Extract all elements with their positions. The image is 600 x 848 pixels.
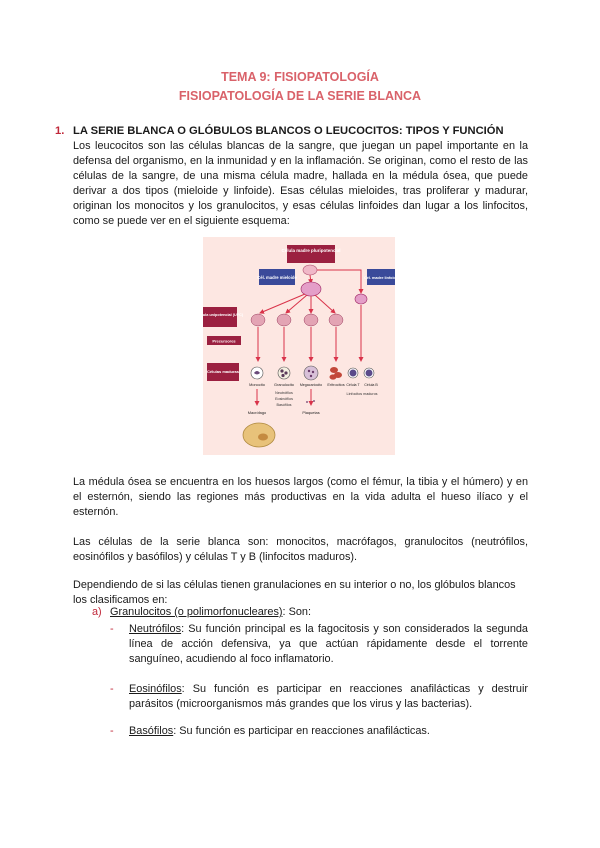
subsection-letter: a)	[92, 606, 102, 618]
cells-paragraph: Las células de la serie blanca son: monocitos, macrófagos, granulocitos (neutrófilos, eosinófilos y basófilos) y células T y B (linfocitos maduros).	[73, 536, 528, 563]
stem-cell-label: Célula madre pluripotencial	[281, 248, 341, 253]
classify-paragraph: Dependiendo de si las células tienen granulaciones en su interior o no, los glóbulos blancos los clasificamos en:	[73, 579, 516, 606]
granulocyte-cell	[278, 367, 290, 379]
granulocyte-label: Granulocito	[274, 382, 294, 387]
macrophage-label: Macrófago	[247, 410, 267, 415]
subtype-label: Neutrófilos	[275, 391, 293, 395]
lymphocytes-label: Linfocitos maduros	[346, 392, 378, 396]
precursors-label: Precursores	[212, 338, 236, 344]
list-dash: -	[110, 725, 114, 737]
list-dash: -	[110, 623, 114, 635]
cfu-label: Célula unipotencial (UFC)	[196, 313, 244, 317]
subtype-label: Basófilos	[276, 403, 292, 407]
lymphoid-label: Cél. madre linfoide	[364, 276, 398, 280]
t-cell-nucleus	[350, 370, 357, 377]
macrophage-nucleus	[258, 434, 268, 441]
marrow-paragraph: La médula ósea se encuentra en los huesos largos (como el fémur, la tibia y el húmero) y en el esternón, siendo las regiones más productivas en la vida adulta el hueso ilíaco y el esternón.	[73, 476, 528, 518]
erythrocyte	[330, 367, 338, 373]
platelet	[313, 400, 315, 402]
monocyte-label: Monocito	[249, 382, 265, 387]
subsection-suffix: : Son:	[282, 606, 311, 618]
progenitor-cell	[251, 314, 265, 326]
progenitor-cell	[277, 314, 291, 326]
subsection-label: Granulocitos (o polimorfonucleares)	[110, 606, 283, 618]
b-cell-label: Célula B	[364, 383, 378, 387]
intro-paragraph: Los leucocitos son las células blancas de la sangre, que juegan un papel importante en la defensa del organismo, en la inmunidad y en la inflamación. Se originan, como el resto de las células de la sangre, de una misma célula madre, hallada en la médula ósea, que puede derivar a dos tipos (mieloide y linfoide). Esas células mieloides, tras proliferar y madurar, originan los monocitos y los granulocitos, y esas células linfoides dan lugar a los linfocitos, como se puede ver en el siguiente esquema:	[73, 140, 528, 227]
mature-label: Células maduras	[206, 369, 240, 374]
item-term: Eosinófilos	[129, 683, 182, 695]
t-cell-label: Célula T	[346, 383, 360, 387]
granulocyte-lobe	[280, 369, 283, 372]
platelets-label: Plaquetas	[302, 410, 320, 415]
item-description: : Su función es participar en reacciones anafilácticas y destruir parásitos (microorganismos más grandes que los virus y las bacterias).	[129, 683, 528, 710]
item-term: Neutrófilos	[129, 623, 182, 635]
subsection-a	[92, 606, 311, 618]
megakaryocyte-granule	[312, 371, 314, 373]
erythrocytes-label: Eritrocitos	[327, 382, 345, 387]
b-cell-nucleus	[366, 370, 373, 377]
stem-cell	[303, 265, 317, 275]
item-description: : Su función es participar en reacciones anafilácticas.	[173, 725, 430, 737]
list-dash: -	[110, 683, 114, 695]
section-heading-text: LA SERIE BLANCA O GLÓBULOS BLANCOS O LEUCOCITOS: TIPOS Y FUNCIÓN	[73, 125, 504, 137]
hematopoiesis-diagram	[196, 237, 398, 455]
myeloid-label: Cél. madre mieloide	[257, 275, 297, 280]
item-description: : Su función principal es la fagocitosis y son considerados la segunda línea de acción defensiva, ya que actúan rápidamente desde el torrente sanguíneo, acudiendo al foco inflamatorio.	[129, 623, 528, 665]
megakaryocyte-granule	[310, 375, 312, 377]
diagram-background	[203, 237, 395, 455]
megakaryocyte-cell	[304, 366, 318, 380]
progenitor-cell	[329, 314, 343, 326]
megakaryocyte-label: Megacariocito	[299, 383, 323, 387]
section-heading	[55, 125, 504, 137]
granulocyte-lobe	[284, 371, 287, 374]
document-subtitle: FISIOPATOLOGÍA DE LA SERIE BLANCA	[178, 89, 422, 103]
platelet	[306, 401, 308, 403]
lymphoid-cell	[355, 294, 367, 304]
granulocyte-lobe	[281, 374, 284, 377]
list-item-basophils	[110, 724, 528, 739]
list-item-eosinophils	[110, 682, 528, 712]
document-title: TEMA 9: FISIOPATOLOGÍA	[221, 70, 379, 84]
section-number: 1.	[55, 125, 65, 137]
subtype-label: Eosinófilos	[275, 397, 293, 401]
progenitor-cell	[304, 314, 318, 326]
cfu-box	[203, 307, 237, 327]
diagram-svg	[196, 237, 398, 455]
erythrocyte	[330, 374, 337, 379]
item-term: Basófilos	[129, 725, 174, 737]
megakaryocyte-granule	[308, 370, 310, 372]
list-item-neutrophils	[110, 622, 528, 667]
